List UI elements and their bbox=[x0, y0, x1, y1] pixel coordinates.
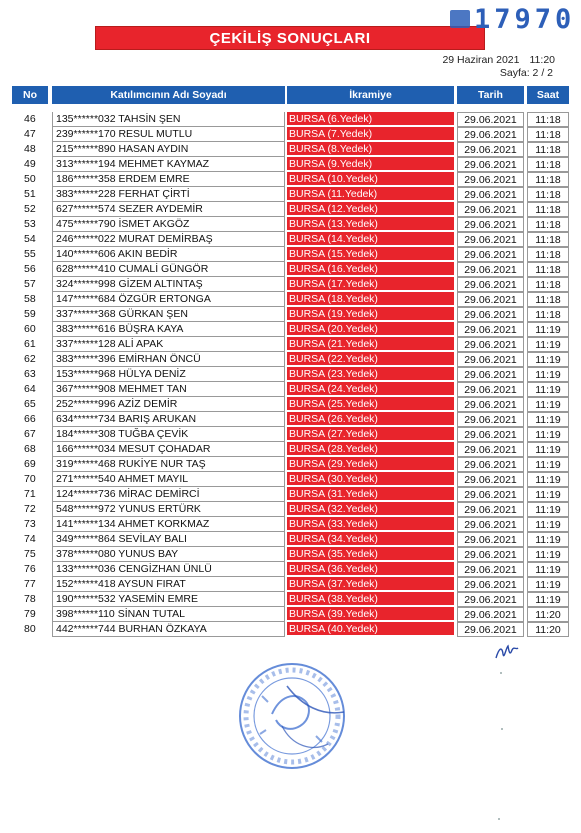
draw-date: 29.06.2021 bbox=[457, 307, 524, 322]
draw-time: 11:19 bbox=[527, 547, 569, 562]
table-row bbox=[12, 157, 572, 172]
table-header bbox=[12, 86, 572, 104]
draw-time: 11:19 bbox=[527, 487, 569, 502]
table-row bbox=[12, 202, 572, 217]
draw-time: 11:18 bbox=[527, 307, 569, 322]
participant-name: 133******036 CENGİZHAN ÜNLÜ bbox=[52, 562, 285, 577]
draw-date: 29.06.2021 bbox=[457, 607, 524, 622]
row-number: 57 bbox=[24, 278, 36, 290]
table-row bbox=[12, 232, 572, 247]
table-row bbox=[12, 577, 572, 592]
row-number: 67 bbox=[24, 428, 36, 440]
prize-cell: BURSA (36.Yedek) bbox=[287, 562, 454, 576]
draw-time: 11:18 bbox=[527, 187, 569, 202]
participant-name: 442******744 BURHAN ÖZKAYA bbox=[52, 622, 285, 637]
table-row bbox=[12, 472, 572, 487]
row-number: 50 bbox=[24, 173, 36, 185]
column-header-name: Katılımcının Adı Soyadı bbox=[52, 86, 285, 104]
scan-speck bbox=[500, 672, 502, 674]
draw-date: 29.06.2021 bbox=[457, 532, 524, 547]
stamp-number: 17970 bbox=[474, 3, 576, 35]
draw-date: 29.06.2021 bbox=[457, 157, 524, 172]
participant-name: 124******736 MİRAC DEMİRCİ bbox=[52, 487, 285, 502]
prize-cell: BURSA (21.Yedek) bbox=[287, 337, 454, 351]
row-number: 64 bbox=[24, 383, 36, 395]
draw-date: 29.06.2021 bbox=[457, 112, 524, 127]
table-row bbox=[12, 172, 572, 187]
row-number: 66 bbox=[24, 413, 36, 425]
prize-cell: BURSA (15.Yedek) bbox=[287, 247, 454, 261]
table-row bbox=[12, 187, 572, 202]
draw-date: 29.06.2021 bbox=[457, 577, 524, 592]
row-number: 48 bbox=[24, 143, 36, 155]
row-number: 78 bbox=[24, 593, 36, 605]
table-row bbox=[12, 262, 572, 277]
table-row bbox=[12, 397, 572, 412]
draw-time: 11:18 bbox=[527, 157, 569, 172]
row-number: 47 bbox=[24, 128, 36, 140]
row-number: 74 bbox=[24, 533, 36, 545]
participant-name: 313******194 MEHMET KAYMAZ bbox=[52, 157, 285, 172]
participant-name: 152******418 AYSUN FIRAT bbox=[52, 577, 285, 592]
participant-name: 383******228 FERHAT ÇİRTİ bbox=[52, 187, 285, 202]
draw-time: 11:18 bbox=[527, 127, 569, 142]
draw-date: 29.06.2021 bbox=[457, 622, 524, 637]
prize-cell: BURSA (23.Yedek) bbox=[287, 367, 454, 381]
participant-name: 271******540 AHMET MAYIL bbox=[52, 472, 285, 487]
prize-cell: BURSA (32.Yedek) bbox=[287, 502, 454, 516]
participant-name: 239******170 RESUL MUTLU bbox=[52, 127, 285, 142]
draw-time: 11:19 bbox=[527, 502, 569, 517]
prize-cell: BURSA (14.Yedek) bbox=[287, 232, 454, 246]
row-number: 79 bbox=[24, 608, 36, 620]
prize-cell: BURSA (38.Yedek) bbox=[287, 592, 454, 606]
column-header-date: Tarih bbox=[457, 86, 524, 104]
prize-cell: BURSA (13.Yedek) bbox=[287, 217, 454, 231]
table-row bbox=[12, 412, 572, 427]
prize-cell: BURSA (19.Yedek) bbox=[287, 307, 454, 321]
row-number: 68 bbox=[24, 443, 36, 455]
prize-cell: BURSA (17.Yedek) bbox=[287, 277, 454, 291]
row-number: 53 bbox=[24, 218, 36, 230]
row-number: 49 bbox=[24, 158, 36, 170]
draw-date: 29.06.2021 bbox=[457, 487, 524, 502]
prize-cell: BURSA (25.Yedek) bbox=[287, 397, 454, 411]
table-row bbox=[12, 427, 572, 442]
column-header-time: Saat bbox=[527, 86, 569, 104]
prize-cell: BURSA (35.Yedek) bbox=[287, 547, 454, 561]
page-title: ÇEKİLİŞ SONUÇLARI bbox=[95, 26, 485, 50]
prize-cell: BURSA (40.Yedek) bbox=[287, 622, 454, 636]
draw-date: 29.06.2021 bbox=[457, 202, 524, 217]
draw-date: 29.06.2021 bbox=[457, 592, 524, 607]
prize-cell: BURSA (8.Yedek) bbox=[287, 142, 454, 156]
table-row bbox=[12, 352, 572, 367]
draw-time: 11:20 bbox=[527, 607, 569, 622]
table-row bbox=[12, 532, 572, 547]
table-row bbox=[12, 607, 572, 622]
draw-time: 11:19 bbox=[527, 457, 569, 472]
table-row bbox=[12, 307, 572, 322]
draw-date: 29.06.2021 bbox=[457, 232, 524, 247]
row-number: 63 bbox=[24, 368, 36, 380]
print-date: 29 Haziran 2021 bbox=[442, 54, 520, 66]
draw-date: 29.06.2021 bbox=[457, 442, 524, 457]
draw-date: 29.06.2021 bbox=[457, 367, 524, 382]
draw-date: 29.06.2021 bbox=[457, 337, 524, 352]
table-row bbox=[12, 277, 572, 292]
print-date-line bbox=[442, 54, 555, 66]
row-number: 55 bbox=[24, 248, 36, 260]
row-number: 56 bbox=[24, 263, 36, 275]
participant-name: 324******998 GİZEM ALTINTAŞ bbox=[52, 277, 285, 292]
draw-time: 11:18 bbox=[527, 202, 569, 217]
prize-cell: BURSA (26.Yedek) bbox=[287, 412, 454, 426]
draw-date: 29.06.2021 bbox=[457, 217, 524, 232]
participant-name: 398******110 SİNAN TUTAL bbox=[52, 607, 285, 622]
table-row bbox=[12, 562, 572, 577]
participant-name: 215******890 HASAN AYDIN bbox=[52, 142, 285, 157]
draw-time: 11:18 bbox=[527, 217, 569, 232]
prize-cell: BURSA (7.Yedek) bbox=[287, 127, 454, 141]
draw-date: 29.06.2021 bbox=[457, 292, 524, 307]
stamp-mark-icon bbox=[450, 10, 470, 28]
participant-name: 367******908 MEHMET TAN bbox=[52, 382, 285, 397]
table-row bbox=[12, 217, 572, 232]
row-number: 65 bbox=[24, 398, 36, 410]
participant-name: 337******128 ALİ APAK bbox=[52, 337, 285, 352]
draw-time: 11:19 bbox=[527, 322, 569, 337]
draw-date: 29.06.2021 bbox=[457, 502, 524, 517]
row-number: 61 bbox=[24, 338, 36, 350]
table-row bbox=[12, 112, 572, 127]
row-number: 72 bbox=[24, 503, 36, 515]
draw-date: 29.06.2021 bbox=[457, 517, 524, 532]
table-row bbox=[12, 142, 572, 157]
table-row bbox=[12, 592, 572, 607]
draw-time: 11:19 bbox=[527, 412, 569, 427]
draw-time: 11:18 bbox=[527, 142, 569, 157]
row-number: 71 bbox=[24, 488, 36, 500]
prize-cell: BURSA (16.Yedek) bbox=[287, 262, 454, 276]
participant-name: 383******396 EMİRHAN ÖNCÜ bbox=[52, 352, 285, 367]
participant-name: 135******032 TAHSİN ŞEN bbox=[52, 112, 285, 127]
draw-time: 11:19 bbox=[527, 517, 569, 532]
prize-cell: BURSA (37.Yedek) bbox=[287, 577, 454, 591]
prize-cell: BURSA (39.Yedek) bbox=[287, 607, 454, 621]
participant-name: 337******368 GÜRKAN ŞEN bbox=[52, 307, 285, 322]
draw-time: 11:19 bbox=[527, 592, 569, 607]
scan-speck bbox=[501, 728, 503, 730]
draw-time: 11:19 bbox=[527, 577, 569, 592]
draw-time: 11:20 bbox=[527, 622, 569, 637]
draw-date: 29.06.2021 bbox=[457, 472, 524, 487]
draw-date: 29.06.2021 bbox=[457, 412, 524, 427]
participant-name: 475******790 İSMET AKGÖZ bbox=[52, 217, 285, 232]
draw-time: 11:19 bbox=[527, 442, 569, 457]
document-number-stamp bbox=[450, 2, 578, 36]
row-number: 73 bbox=[24, 518, 36, 530]
row-number: 58 bbox=[24, 293, 36, 305]
row-number: 70 bbox=[24, 473, 36, 485]
draw-time: 11:18 bbox=[527, 112, 569, 127]
draw-date: 29.06.2021 bbox=[457, 247, 524, 262]
participant-name: 153******968 HÜLYA DENİZ bbox=[52, 367, 285, 382]
row-number: 54 bbox=[24, 233, 36, 245]
prize-cell: BURSA (12.Yedek) bbox=[287, 202, 454, 216]
prize-cell: BURSA (22.Yedek) bbox=[287, 352, 454, 366]
prize-cell: BURSA (33.Yedek) bbox=[287, 517, 454, 531]
prize-cell: BURSA (34.Yedek) bbox=[287, 532, 454, 546]
participant-name: 140******606 AKIN BEDİR bbox=[52, 247, 285, 262]
row-number: 60 bbox=[24, 323, 36, 335]
table-row bbox=[12, 247, 572, 262]
participant-name: 627******574 SEZER AYDEMİR bbox=[52, 202, 285, 217]
table-row bbox=[12, 382, 572, 397]
row-number: 51 bbox=[24, 188, 36, 200]
table-row bbox=[12, 322, 572, 337]
draw-time: 11:19 bbox=[527, 382, 569, 397]
table-row bbox=[12, 442, 572, 457]
draw-time: 11:18 bbox=[527, 277, 569, 292]
row-number: 76 bbox=[24, 563, 36, 575]
participant-name: 166******034 MESUT ÇOHADAR bbox=[52, 442, 285, 457]
participant-name: 319******468 RUKİYE NUR TAŞ bbox=[52, 457, 285, 472]
draw-date: 29.06.2021 bbox=[457, 382, 524, 397]
participant-name: 628******410 CUMALİ GÜNGÖR bbox=[52, 262, 285, 277]
column-header-no: No bbox=[12, 86, 48, 104]
table-row bbox=[12, 622, 572, 637]
table-row bbox=[12, 517, 572, 532]
table-row bbox=[12, 502, 572, 517]
draw-date: 29.06.2021 bbox=[457, 127, 524, 142]
row-number: 59 bbox=[24, 308, 36, 320]
prize-cell: BURSA (30.Yedek) bbox=[287, 472, 454, 486]
row-number: 69 bbox=[24, 458, 36, 470]
draw-time: 11:18 bbox=[527, 292, 569, 307]
draw-time: 11:19 bbox=[527, 427, 569, 442]
prize-cell: BURSA (11.Yedek) bbox=[287, 187, 454, 201]
participant-name: 252******996 AZİZ DEMİR bbox=[52, 397, 285, 412]
participant-name: 147******684 ÖZGÜR ERTONGA bbox=[52, 292, 285, 307]
table-row bbox=[12, 337, 572, 352]
prize-cell: BURSA (18.Yedek) bbox=[287, 292, 454, 306]
draw-time: 11:19 bbox=[527, 472, 569, 487]
draw-time: 11:19 bbox=[527, 562, 569, 577]
draw-date: 29.06.2021 bbox=[457, 427, 524, 442]
draw-date: 29.06.2021 bbox=[457, 322, 524, 337]
prize-cell: BURSA (24.Yedek) bbox=[287, 382, 454, 396]
row-number: 62 bbox=[24, 353, 36, 365]
draw-time: 11:19 bbox=[527, 337, 569, 352]
results-table-body bbox=[12, 112, 572, 637]
print-time: 11:20 bbox=[529, 54, 555, 66]
signature-mark bbox=[494, 640, 520, 662]
participant-name: 548******972 YUNUS ERTÜRK bbox=[52, 502, 285, 517]
draw-time: 11:18 bbox=[527, 247, 569, 262]
row-number: 77 bbox=[24, 578, 36, 590]
table-row bbox=[12, 487, 572, 502]
prize-cell: BURSA (31.Yedek) bbox=[287, 487, 454, 501]
table-row bbox=[12, 127, 572, 142]
participant-name: 186******358 ERDEM EMRE bbox=[52, 172, 285, 187]
participant-name: 141******134 AHMET KORKMAZ bbox=[52, 517, 285, 532]
draw-time: 11:19 bbox=[527, 352, 569, 367]
draw-time: 11:19 bbox=[527, 532, 569, 547]
draw-time: 11:19 bbox=[527, 397, 569, 412]
table-row bbox=[12, 292, 572, 307]
prize-cell: BURSA (27.Yedek) bbox=[287, 427, 454, 441]
column-header-prize: İkramiye bbox=[287, 86, 454, 104]
draw-time: 11:18 bbox=[527, 172, 569, 187]
participant-name: 349******864 SEVİLAY BALI bbox=[52, 532, 285, 547]
participant-name: 378******080 YUNUS BAY bbox=[52, 547, 285, 562]
scan-speck bbox=[498, 818, 500, 820]
page-indicator: Sayfa: 2 / 2 bbox=[499, 67, 553, 79]
draw-date: 29.06.2021 bbox=[457, 172, 524, 187]
draw-time: 11:18 bbox=[527, 232, 569, 247]
draw-date: 29.06.2021 bbox=[457, 562, 524, 577]
table-row bbox=[12, 547, 572, 562]
draw-date: 29.06.2021 bbox=[457, 397, 524, 412]
participant-name: 383******616 BÜŞRA KAYA bbox=[52, 322, 285, 337]
row-number: 52 bbox=[24, 203, 36, 215]
participant-name: 246******022 MURAT DEMİRBAŞ bbox=[52, 232, 285, 247]
draw-date: 29.06.2021 bbox=[457, 187, 524, 202]
draw-time: 11:18 bbox=[527, 262, 569, 277]
table-row bbox=[12, 367, 572, 382]
prize-cell: BURSA (28.Yedek) bbox=[287, 442, 454, 456]
draw-date: 29.06.2021 bbox=[457, 277, 524, 292]
participant-name: 634******734 BARIŞ ARUKAN bbox=[52, 412, 285, 427]
prize-cell: BURSA (9.Yedek) bbox=[287, 157, 454, 171]
draw-date: 29.06.2021 bbox=[457, 547, 524, 562]
participant-name: 190******532 YASEMİN EMRE bbox=[52, 592, 285, 607]
prize-cell: BURSA (29.Yedek) bbox=[287, 457, 454, 471]
prize-cell: BURSA (20.Yedek) bbox=[287, 322, 454, 336]
draw-date: 29.06.2021 bbox=[457, 142, 524, 157]
draw-date: 29.06.2021 bbox=[457, 457, 524, 472]
row-number: 46 bbox=[24, 113, 36, 125]
draw-date: 29.06.2021 bbox=[457, 262, 524, 277]
row-number: 75 bbox=[24, 548, 36, 560]
draw-time: 11:19 bbox=[527, 367, 569, 382]
row-number: 80 bbox=[24, 623, 36, 635]
official-seal bbox=[232, 656, 352, 776]
table-row bbox=[12, 457, 572, 472]
draw-date: 29.06.2021 bbox=[457, 352, 524, 367]
prize-cell: BURSA (6.Yedek) bbox=[287, 112, 454, 126]
prize-cell: BURSA (10.Yedek) bbox=[287, 172, 454, 186]
participant-name: 184******308 TUĞBA ÇEVİK bbox=[52, 427, 285, 442]
